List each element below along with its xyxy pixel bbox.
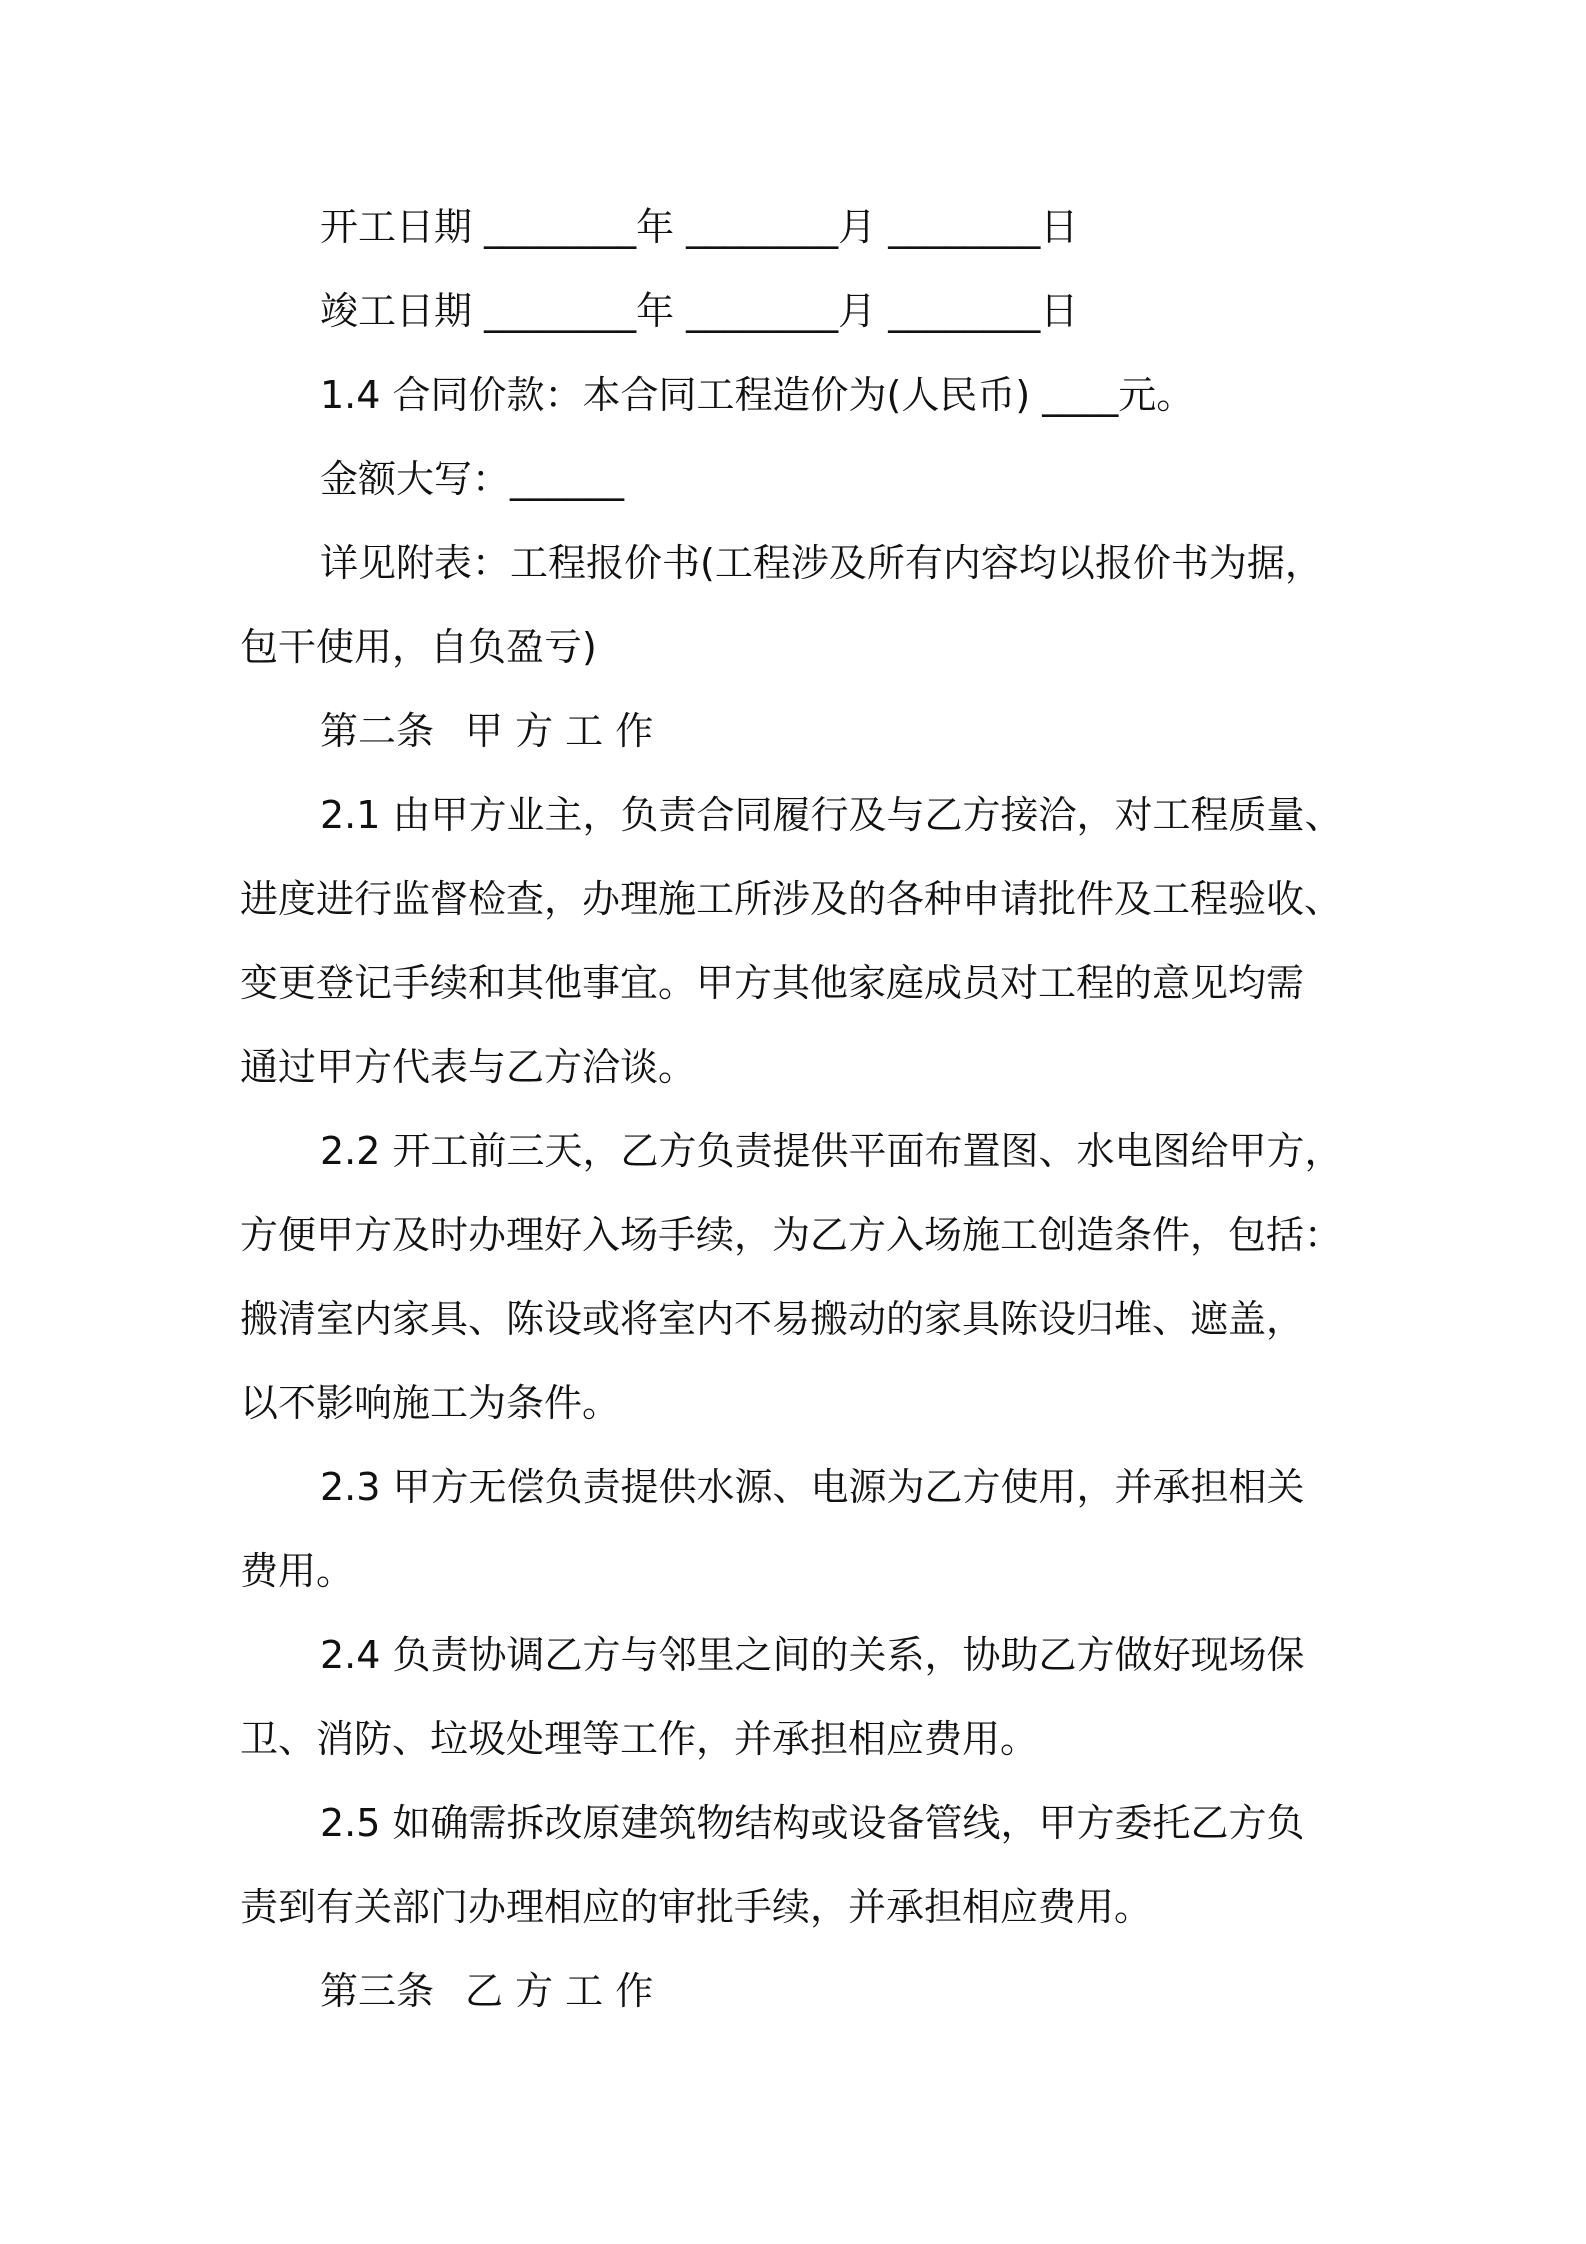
clause-2-1-line-4: 通过甲方代表与乙方洽谈。: [240, 1045, 697, 1089]
amount-in-words-line: 金额大写：______: [320, 457, 625, 501]
clause-2-3-line-1: 2.3 甲方无偿负责提供水源、电源为乙方使用，并承担相关: [320, 1465, 1305, 1509]
clause-2-5-line-1: 2.5 如确需拆改原建筑物结构或设备管线，甲方委托乙方负: [320, 1801, 1305, 1845]
article-two-number: 第二条: [320, 709, 435, 753]
clause-2-1-line-3: 变更登记手续和其他事宜。甲方其他家庭成员对工程的意见均需: [240, 961, 1305, 1005]
article-three-number: 第三条: [320, 1969, 435, 2013]
completion-date-line: 竣工日期 ________年 ________月 ________日: [320, 289, 1079, 333]
clause-2-2-line-3: 搬清室内家具、陈设或将室内不易搬动的家具陈设归堆、遮盖，: [240, 1297, 1305, 1341]
clause-2-1-line-2: 进度进行监督检查，办理施工所涉及的各种申请批件及工程验收、: [240, 877, 1343, 921]
clause-2-2-line-1: 2.2 开工前三天，乙方负责提供平面布置图、水电图给甲方，: [320, 1129, 1343, 1173]
clause-2-5-line-2: 责到有关部门办理相应的审批手续，并承担相应费用。: [240, 1885, 1153, 1929]
clause-2-4-line-2: 卫、消防、垃圾处理等工作，并承担相应费用。: [240, 1717, 1039, 1761]
article-three-title: 乙 方 工 作: [465, 1969, 654, 2013]
contract-price-line: 1.4 合同价款：本合同工程造价为(人民币) ____元。: [320, 373, 1195, 417]
start-date-line: 开工日期 ________年 ________月 ________日: [320, 205, 1079, 249]
clause-2-1-line-1: 2.1 由甲方业主，负责合同履行及与乙方接洽，对工程质量、: [320, 793, 1343, 837]
clause-2-2-line-2: 方便甲方及时办理好入场手续，为乙方入场施工创造条件，包括：: [240, 1213, 1343, 1257]
clause-2-3-line-2: 费用。: [240, 1549, 355, 1593]
clause-2-4-line-1: 2.4 负责协调乙方与邻里之间的关系，协助乙方做好现场保: [320, 1633, 1305, 1677]
article-two-title: 甲 方 工 作: [465, 709, 654, 753]
attachment-line-2: 包干使用，自负盈亏): [240, 625, 597, 669]
attachment-line-1: 详见附表：工程报价书(工程涉及所有内容均以报价书为据，: [320, 541, 1323, 585]
clause-2-2-line-4: 以不影响施工为条件。: [240, 1381, 621, 1425]
